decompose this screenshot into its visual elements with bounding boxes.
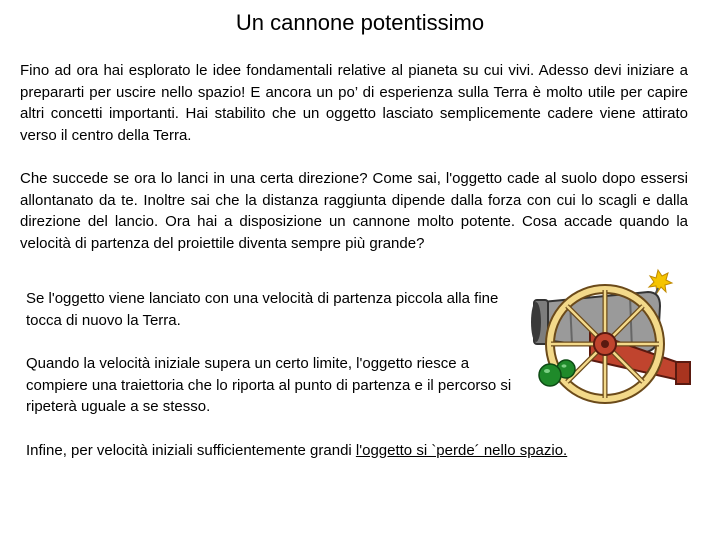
escape-underlined-text: l'oggetto si `perde´ nello spazio. (355, 442, 568, 459)
orbit-paragraph: Quando la velocità iniziale supera un certo limite, l'oggetto riesce a compiere una traiettoria che lo riporta al punto di partenza e il percorso si ripeterà uguale a se stesso. (26, 355, 512, 415)
question-paragraph: Che succede se ora lo lanci in una certa direzione? Come sai, l'oggetto cade al suolo dopo essersi allontanato da te. Inoltre sai che la distanza raggiunta dipende dalla forza con cui lo scagli e dalla direzione del lancio. Ora hai a disposizione un cannone molto potente. Cosa accade quando la velocità di partenza del proiettile diventa sempre più grande? (20, 170, 688, 252)
cannonballs-icon (535, 355, 580, 390)
escape-paragraph (26, 440, 706, 462)
low-speed-paragraph: Se l'oggetto viene lanciato con una velocità di partenza piccola alla fine tocca di nuovo la Terra. (26, 290, 499, 329)
page-title: Un cannone potentissimo (235, 10, 485, 35)
intro-paragraph: Fino ad ora hai esplorato le idee fondamentali relative al pianeta su cui vivi. Adesso devi iniziare a prepararti per uscire nello spazio! E ancora un po’ di esperienza sulla Terra è molto utile per capire altri concetti importanti. Hai stabilito che un oggetto lasciato semplicemente cadere viene attirato verso il centro della Terra. (20, 62, 688, 144)
escape-text: Infine, per velocità iniziali sufficientemente grandi (26, 442, 356, 459)
